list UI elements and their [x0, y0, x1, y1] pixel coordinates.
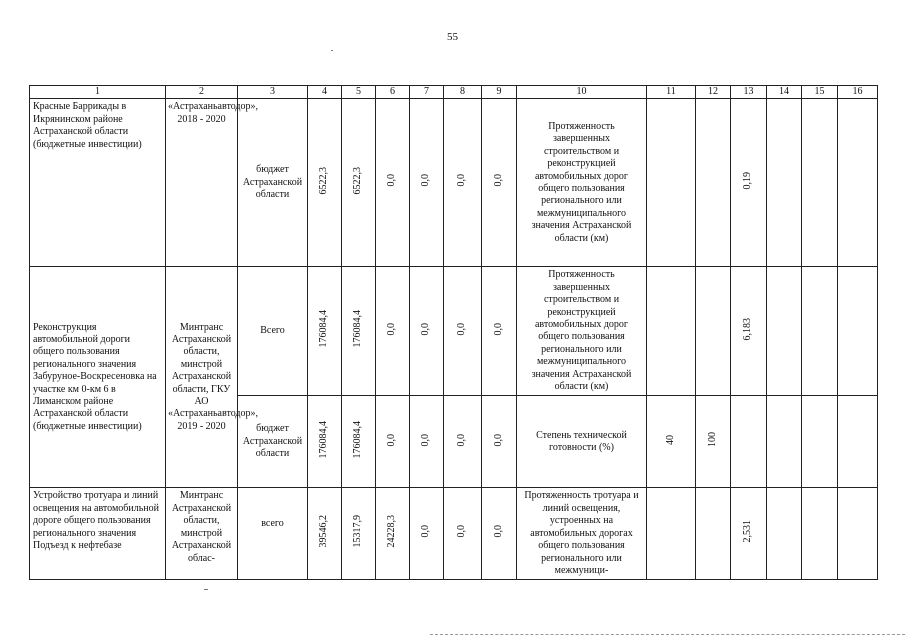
- value-cell: [838, 267, 878, 396]
- column-header: 15: [802, 86, 838, 99]
- indicator-cell: Протяженность тротуара и линий освещения, устроенных на автомобильных дорогах общего пользования регионального или межмуници-: [517, 488, 647, 580]
- column-header: 5: [342, 86, 376, 99]
- value-cell: [696, 267, 731, 396]
- value-cell: [376, 396, 410, 488]
- object-name-cell: Устройство тротуара и линий освещения на автомобильной дороге общего пользования регионального значения Подъезд к нефтебазе: [30, 488, 166, 580]
- value-cell: [410, 396, 444, 488]
- value-cell: [731, 267, 767, 396]
- value-cell: [731, 396, 767, 488]
- value-cell: [647, 396, 696, 488]
- value-text: 2,531: [742, 520, 754, 543]
- value-cell: [802, 99, 838, 267]
- value-cell: [731, 99, 767, 267]
- column-header: 4: [308, 86, 342, 99]
- value-text: 0,0: [386, 433, 398, 447]
- value-cell: [767, 267, 802, 396]
- value-cell: [838, 396, 878, 488]
- value-cell: [410, 267, 444, 396]
- value-text: 0,0: [456, 433, 468, 447]
- value-cell: [767, 488, 802, 580]
- responsible-cell: «Астраханьавтодор», 2018 - 2020: [166, 99, 238, 267]
- value-text: 0,0: [420, 174, 432, 187]
- column-header: 14: [767, 86, 802, 99]
- value-cell: [696, 99, 731, 267]
- value-cell: [444, 488, 482, 580]
- page-number: 55: [447, 31, 458, 43]
- value-cell: [308, 488, 342, 580]
- value-text: 15317,9: [352, 515, 364, 548]
- value-text: 0,0: [456, 174, 468, 187]
- value-cell: [444, 267, 482, 396]
- value-text: 176084,4: [352, 310, 364, 348]
- value-cell: [308, 267, 342, 396]
- value-cell: [647, 99, 696, 267]
- value-text: 0,0: [420, 322, 432, 336]
- value-cell: [696, 396, 731, 488]
- column-header: 7: [410, 86, 444, 99]
- value-text: 176084,4: [318, 310, 330, 348]
- value-text: 176084,4: [318, 421, 330, 459]
- indicator-cell: Протяженность завершенных строительством и реконструкцией автомобильных дорог общего пользования регионального или межмуниципального значения Астраханской области (км): [517, 267, 647, 396]
- responsible-cell: Минтранс Астраханской области, минстрой Астраханской области, ГКУ АО «Астраханьавтодор», 2019 - 2020: [166, 267, 238, 488]
- value-cell: [410, 488, 444, 580]
- value-text: 6522,3: [352, 166, 364, 195]
- value-cell: [308, 99, 342, 267]
- column-header: 11: [647, 86, 696, 99]
- value-text: 0,19: [742, 171, 754, 190]
- value-cell: [482, 488, 517, 580]
- value-cell: [482, 396, 517, 488]
- column-header: 6: [376, 86, 410, 99]
- value-text: 6,183: [742, 317, 754, 341]
- table-row: [30, 99, 878, 267]
- indicator-cell: Протяженность завершенных строительством и реконструкцией автомобильных дорог общего пользования регионального или межмуниципального значения Астраханской области (км): [517, 99, 647, 267]
- responsible-cell: Минтранс Астраханской области, минстрой Астраханской облас-: [166, 488, 238, 580]
- table-row: [30, 267, 878, 396]
- column-header: 1: [30, 86, 166, 99]
- value-text: 40: [664, 434, 676, 445]
- column-header: 8: [444, 86, 482, 99]
- funding-source-cell: Всего: [238, 267, 308, 396]
- value-text: 0,0: [492, 433, 504, 447]
- value-text: 100: [706, 432, 718, 448]
- value-text: 0,0: [420, 433, 432, 447]
- object-name-cell: [30, 267, 166, 488]
- scan-mark: [331, 50, 333, 51]
- value-cell: [838, 488, 878, 580]
- value-cell: [647, 267, 696, 396]
- column-header: 3: [238, 86, 308, 99]
- value-text: 0,0: [492, 322, 504, 336]
- value-text: 0,0: [492, 174, 504, 187]
- column-header: 2: [166, 86, 238, 99]
- scan-edge-line: [430, 634, 905, 635]
- value-text: 6522,3: [318, 166, 330, 195]
- value-cell: [482, 267, 517, 396]
- value-cell: [342, 488, 376, 580]
- value-cell: [802, 396, 838, 488]
- funding-source-cell: [238, 488, 308, 580]
- scan-mark: [204, 589, 208, 590]
- value-text: 0,0: [420, 525, 432, 538]
- value-cell: [376, 488, 410, 580]
- value-cell: [838, 99, 878, 267]
- value-text: 176084,4: [352, 421, 364, 459]
- value-cell: [444, 396, 482, 488]
- value-text: 0,0: [456, 525, 468, 538]
- value-cell: [731, 488, 767, 580]
- value-cell: [802, 488, 838, 580]
- value-text: 0,0: [386, 174, 398, 187]
- column-header: 9: [482, 86, 517, 99]
- funding-source-cell: бюджет Астраханской области: [238, 99, 308, 267]
- value-cell: [444, 99, 482, 267]
- budget-table: [29, 85, 878, 580]
- value-cell: [342, 267, 376, 396]
- column-header: 10: [517, 86, 647, 99]
- value-text: 0,0: [492, 525, 504, 538]
- value-cell: [647, 488, 696, 580]
- object-name-text: Реконструкция автомобильной дороги общего пользования регионального значения Забуруное-Воскресеновка на участке км 0-км 6 в Лиманском районе Астраханской области (бюджетные инвестиции): [33, 321, 157, 432]
- value-cell: [802, 267, 838, 396]
- value-text: 0,0: [386, 322, 398, 336]
- funding-source-text: всего: [261, 518, 284, 530]
- value-text: 24228,3: [386, 515, 398, 548]
- header-row: [30, 86, 878, 99]
- indicator-cell: Степень технической готовности (%): [517, 396, 647, 488]
- value-cell: [410, 99, 444, 267]
- object-name-cell: Красные Баррикады в Икрянинском районе Астраханской области (бюджетные инвестиции): [30, 99, 166, 267]
- value-cell: [376, 99, 410, 267]
- value-cell: [376, 267, 410, 396]
- value-cell: [482, 99, 517, 267]
- value-cell: [342, 396, 376, 488]
- column-header: 12: [696, 86, 731, 99]
- value-cell: [342, 99, 376, 267]
- value-text: 0,0: [456, 322, 468, 336]
- funding-source-cell: бюджет Астраханской области: [238, 396, 308, 488]
- value-cell: [696, 488, 731, 580]
- value-cell: [308, 396, 342, 488]
- column-header: 16: [838, 86, 878, 99]
- value-cell: [767, 396, 802, 488]
- value-cell: [767, 99, 802, 267]
- value-text: 39546,2: [318, 515, 330, 548]
- column-header: 13: [731, 86, 767, 99]
- table-row: [30, 488, 878, 580]
